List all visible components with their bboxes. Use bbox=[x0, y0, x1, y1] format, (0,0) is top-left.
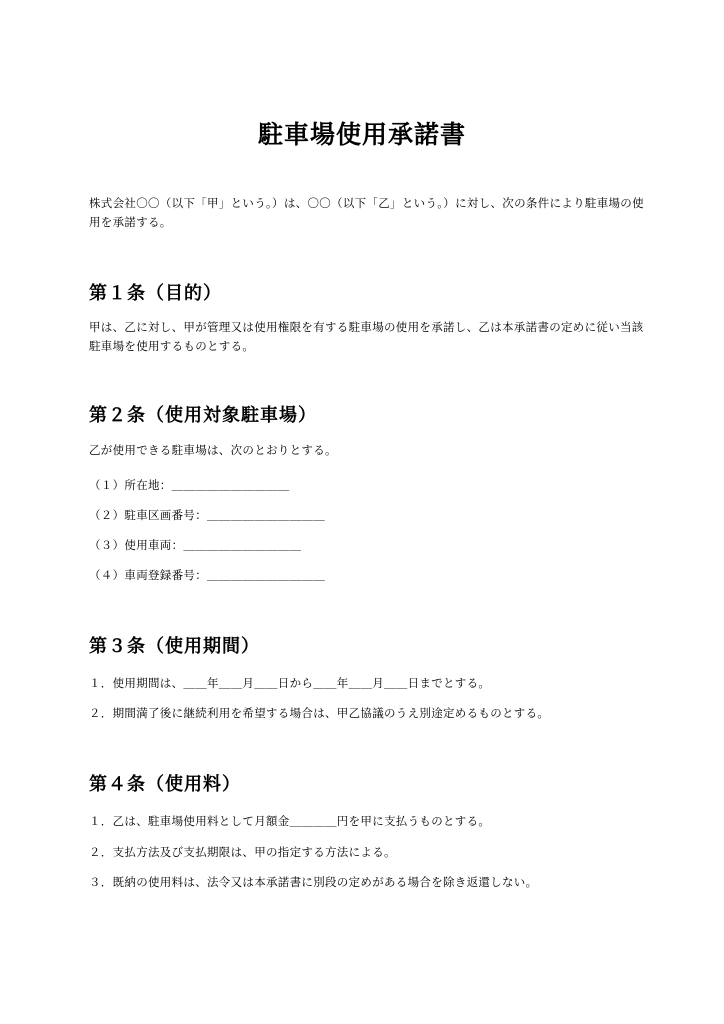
article-1-paragraph: 甲は、乙に対し、甲が管理又は使用権限を有する駐車場の使用を承諾し、乙は本承諾書の定めに従い当該駐車場を使用するものとする。 bbox=[89, 320, 644, 353]
article-1-heading: 第１条（目的） bbox=[89, 283, 222, 304]
article-3-heading: 第３条（使用期間） bbox=[89, 636, 260, 657]
document-title: 駐車場使用承諾書 bbox=[257, 120, 466, 149]
article-2-item-space-number: （２）駐車区画番号：＿＿＿＿＿＿＿＿＿＿ bbox=[89, 508, 325, 522]
article-4-paragraph-1: １．乙は、駐車場使用料として月額金＿＿＿＿円を甲に支払うものとする。 bbox=[89, 814, 491, 828]
article-2-item-location: （１）所在地：＿＿＿＿＿＿＿＿＿＿ bbox=[89, 478, 290, 492]
article-2-paragraph: 乙が使用できる駐車場は、次のとおりとする。 bbox=[89, 443, 337, 457]
article-3-paragraph-2: ２．期間満了後に継続利用を希望する場合は、甲乙協議のうえ別途定めるものとする。 bbox=[89, 706, 550, 720]
article-4-paragraph-3: ３．既納の使用料は、法令又は本承諾書に別段の定めがある場合を除き返還しない。 bbox=[89, 875, 538, 889]
article-4-heading: 第４条（使用料） bbox=[89, 774, 241, 795]
intro-paragraph: 株式会社〇〇（以下「甲」という。）は、〇〇（以下「乙」という。）に対し、次の条件により駐車場の使用を承諾する。 bbox=[89, 196, 644, 229]
article-2-heading: 第２条（使用対象駐車場） bbox=[89, 405, 317, 426]
article-2-item-vehicle: （３）使用車両：＿＿＿＿＿＿＿＿＿＿ bbox=[89, 538, 302, 552]
article-2-item-registration-number: （４）車両登録番号：＿＿＿＿＿＿＿＿＿＿ bbox=[89, 568, 325, 582]
article-4-paragraph-2: ２．支払方法及び支払期限は、甲の指定する方法による。 bbox=[89, 845, 396, 859]
article-3-paragraph-1: １．使用期間は、＿＿年＿＿月＿＿日から＿＿年＿＿月＿＿日までとする。 bbox=[89, 676, 491, 690]
